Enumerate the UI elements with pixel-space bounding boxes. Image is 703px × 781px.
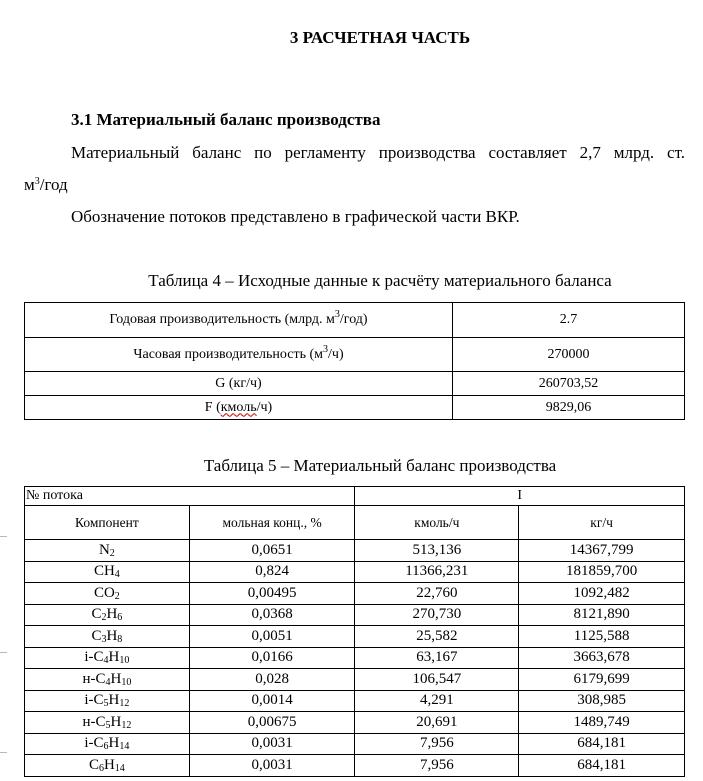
kmol-per-hour-cell: 513,136: [355, 540, 519, 562]
kmol-per-hour-cell: 20,691: [355, 712, 519, 734]
column-header-mole-fraction: мольная конц., %: [189, 506, 355, 540]
table-row: [25, 712, 685, 734]
subsection-title: 3.1 Материальный баланс производства: [71, 110, 381, 129]
mole-fraction-cell: 0,00675: [189, 712, 355, 734]
initial-data-table: [24, 302, 685, 420]
section-title: 3 РАСЧЕТНАЯ ЧАСТЬ: [289, 28, 471, 47]
mole-fraction-cell: 0,0651: [189, 540, 355, 562]
table-row: [25, 690, 685, 712]
table-row: [25, 561, 685, 583]
table-row: [25, 647, 685, 669]
component-cell: $i-C_4H_{10}$: [25, 647, 190, 669]
table-cell-value: 260703,52: [453, 372, 685, 396]
mole-fraction-cell: 0,0014: [189, 690, 355, 712]
table-row: [25, 604, 685, 626]
table-row: [25, 583, 685, 605]
component-cell: $N_2$: [25, 540, 190, 562]
kg-per-hour-cell: 14367,799: [519, 540, 685, 562]
column-header-component: Компонент: [25, 506, 190, 540]
component-cell: $н-C_4H_{10}$: [25, 669, 190, 691]
mole-fraction-cell: 0,0051: [189, 626, 355, 648]
table-cell-label: Годовая производительность (млрд. $м^3/год$): [25, 303, 453, 338]
table-row: [25, 755, 685, 777]
component-cell: $C_6H_{14}$: [25, 755, 190, 777]
table4-caption: Таблица 4 – Исходные данные к расчёту материального баланса: [148, 271, 612, 290]
component-cell: $CH_4$: [25, 561, 190, 583]
table-header-row: [25, 487, 685, 506]
table-cell-value: 2.7: [453, 303, 685, 338]
kg-per-hour-cell: 3663,678: [519, 647, 685, 669]
table-row: [25, 303, 685, 338]
kg-per-hour-cell: 1489,749: [519, 712, 685, 734]
kmol-per-hour-cell: 4,291: [355, 690, 519, 712]
mole-fraction-cell: 0,0031: [189, 755, 355, 777]
component-cell: $i-C_6H_{14}$: [25, 733, 190, 755]
mole-fraction-cell: 0,028: [189, 669, 355, 691]
column-header-kg-per-hour: кг/ч: [519, 506, 685, 540]
spellcheck-underline: кмоль: [220, 399, 257, 415]
table-row: [25, 626, 685, 648]
kmol-per-hour-cell: 22,760: [355, 583, 519, 605]
table-row: [25, 372, 685, 396]
paragraph-material-balance: Материальный баланс по регламенту производства составляет 2,7 млрд. ст.: [71, 143, 685, 162]
kmol-per-hour-cell: 106,547: [355, 669, 519, 691]
kmol-per-hour-cell: 63,167: [355, 647, 519, 669]
kmol-per-hour-cell: 7,956: [355, 733, 519, 755]
mole-fraction-cell: 0,0368: [189, 604, 355, 626]
table-header-row: [25, 506, 685, 540]
table-row: [25, 396, 685, 420]
paragraph-stream-notation: Обозначение потоков представлено в графической части ВКР.: [71, 207, 520, 226]
component-cell: $CO_2$: [25, 583, 190, 605]
kg-per-hour-cell: 8121,890: [519, 604, 685, 626]
kg-per-hour-cell: 1092,482: [519, 583, 685, 605]
mole-fraction-cell: 0,824: [189, 561, 355, 583]
table-cell-label: G (кг/ч): [25, 372, 453, 396]
component-cell: $C_3H_8$: [25, 626, 190, 648]
table-row: [25, 540, 685, 562]
mole-fraction-cell: 0,00495: [189, 583, 355, 605]
kmol-per-hour-cell: 270,730: [355, 604, 519, 626]
paragraph-material-balance-unit: $м^3$/год: [24, 175, 68, 194]
component-cell: $i-C_5H_{12}$: [25, 690, 190, 712]
table5-caption: Таблица 5 – Материальный баланс производства: [203, 456, 557, 475]
table-cell-label: F (кмоль/ч): [25, 396, 453, 420]
kg-per-hour-cell: 6179,699: [519, 669, 685, 691]
kg-per-hour-cell: 1125,588: [519, 626, 685, 648]
kg-per-hour-cell: 181859,700: [519, 561, 685, 583]
table-cell-value: 270000: [453, 338, 685, 372]
table-row: [25, 733, 685, 755]
mole-fraction-cell: 0,0166: [189, 647, 355, 669]
material-balance-table: [24, 486, 685, 777]
kg-per-hour-cell: 308,985: [519, 690, 685, 712]
kmol-per-hour-cell: 25,582: [355, 626, 519, 648]
kg-per-hour-cell: 684,181: [519, 733, 685, 755]
kmol-per-hour-cell: 11366,231: [355, 561, 519, 583]
table-row: [25, 669, 685, 691]
column-header-kmol-per-hour: кмоль/ч: [355, 506, 519, 540]
mole-fraction-cell: 0,0031: [189, 733, 355, 755]
material-balance-rows: [25, 540, 685, 777]
stream-number-header: № потока: [25, 487, 355, 506]
component-cell: $н-C_5H_{12}$: [25, 712, 190, 734]
stream-id: I: [355, 487, 685, 506]
component-cell: $C_2H_6$: [25, 604, 190, 626]
table-row: [25, 338, 685, 372]
table-cell-value: 9829,06: [453, 396, 685, 420]
kg-per-hour-cell: 684,181: [519, 755, 685, 777]
kmol-per-hour-cell: 7,956: [355, 755, 519, 777]
table-cell-label: Часовая производительность $(м^3/ч)$: [25, 338, 453, 372]
